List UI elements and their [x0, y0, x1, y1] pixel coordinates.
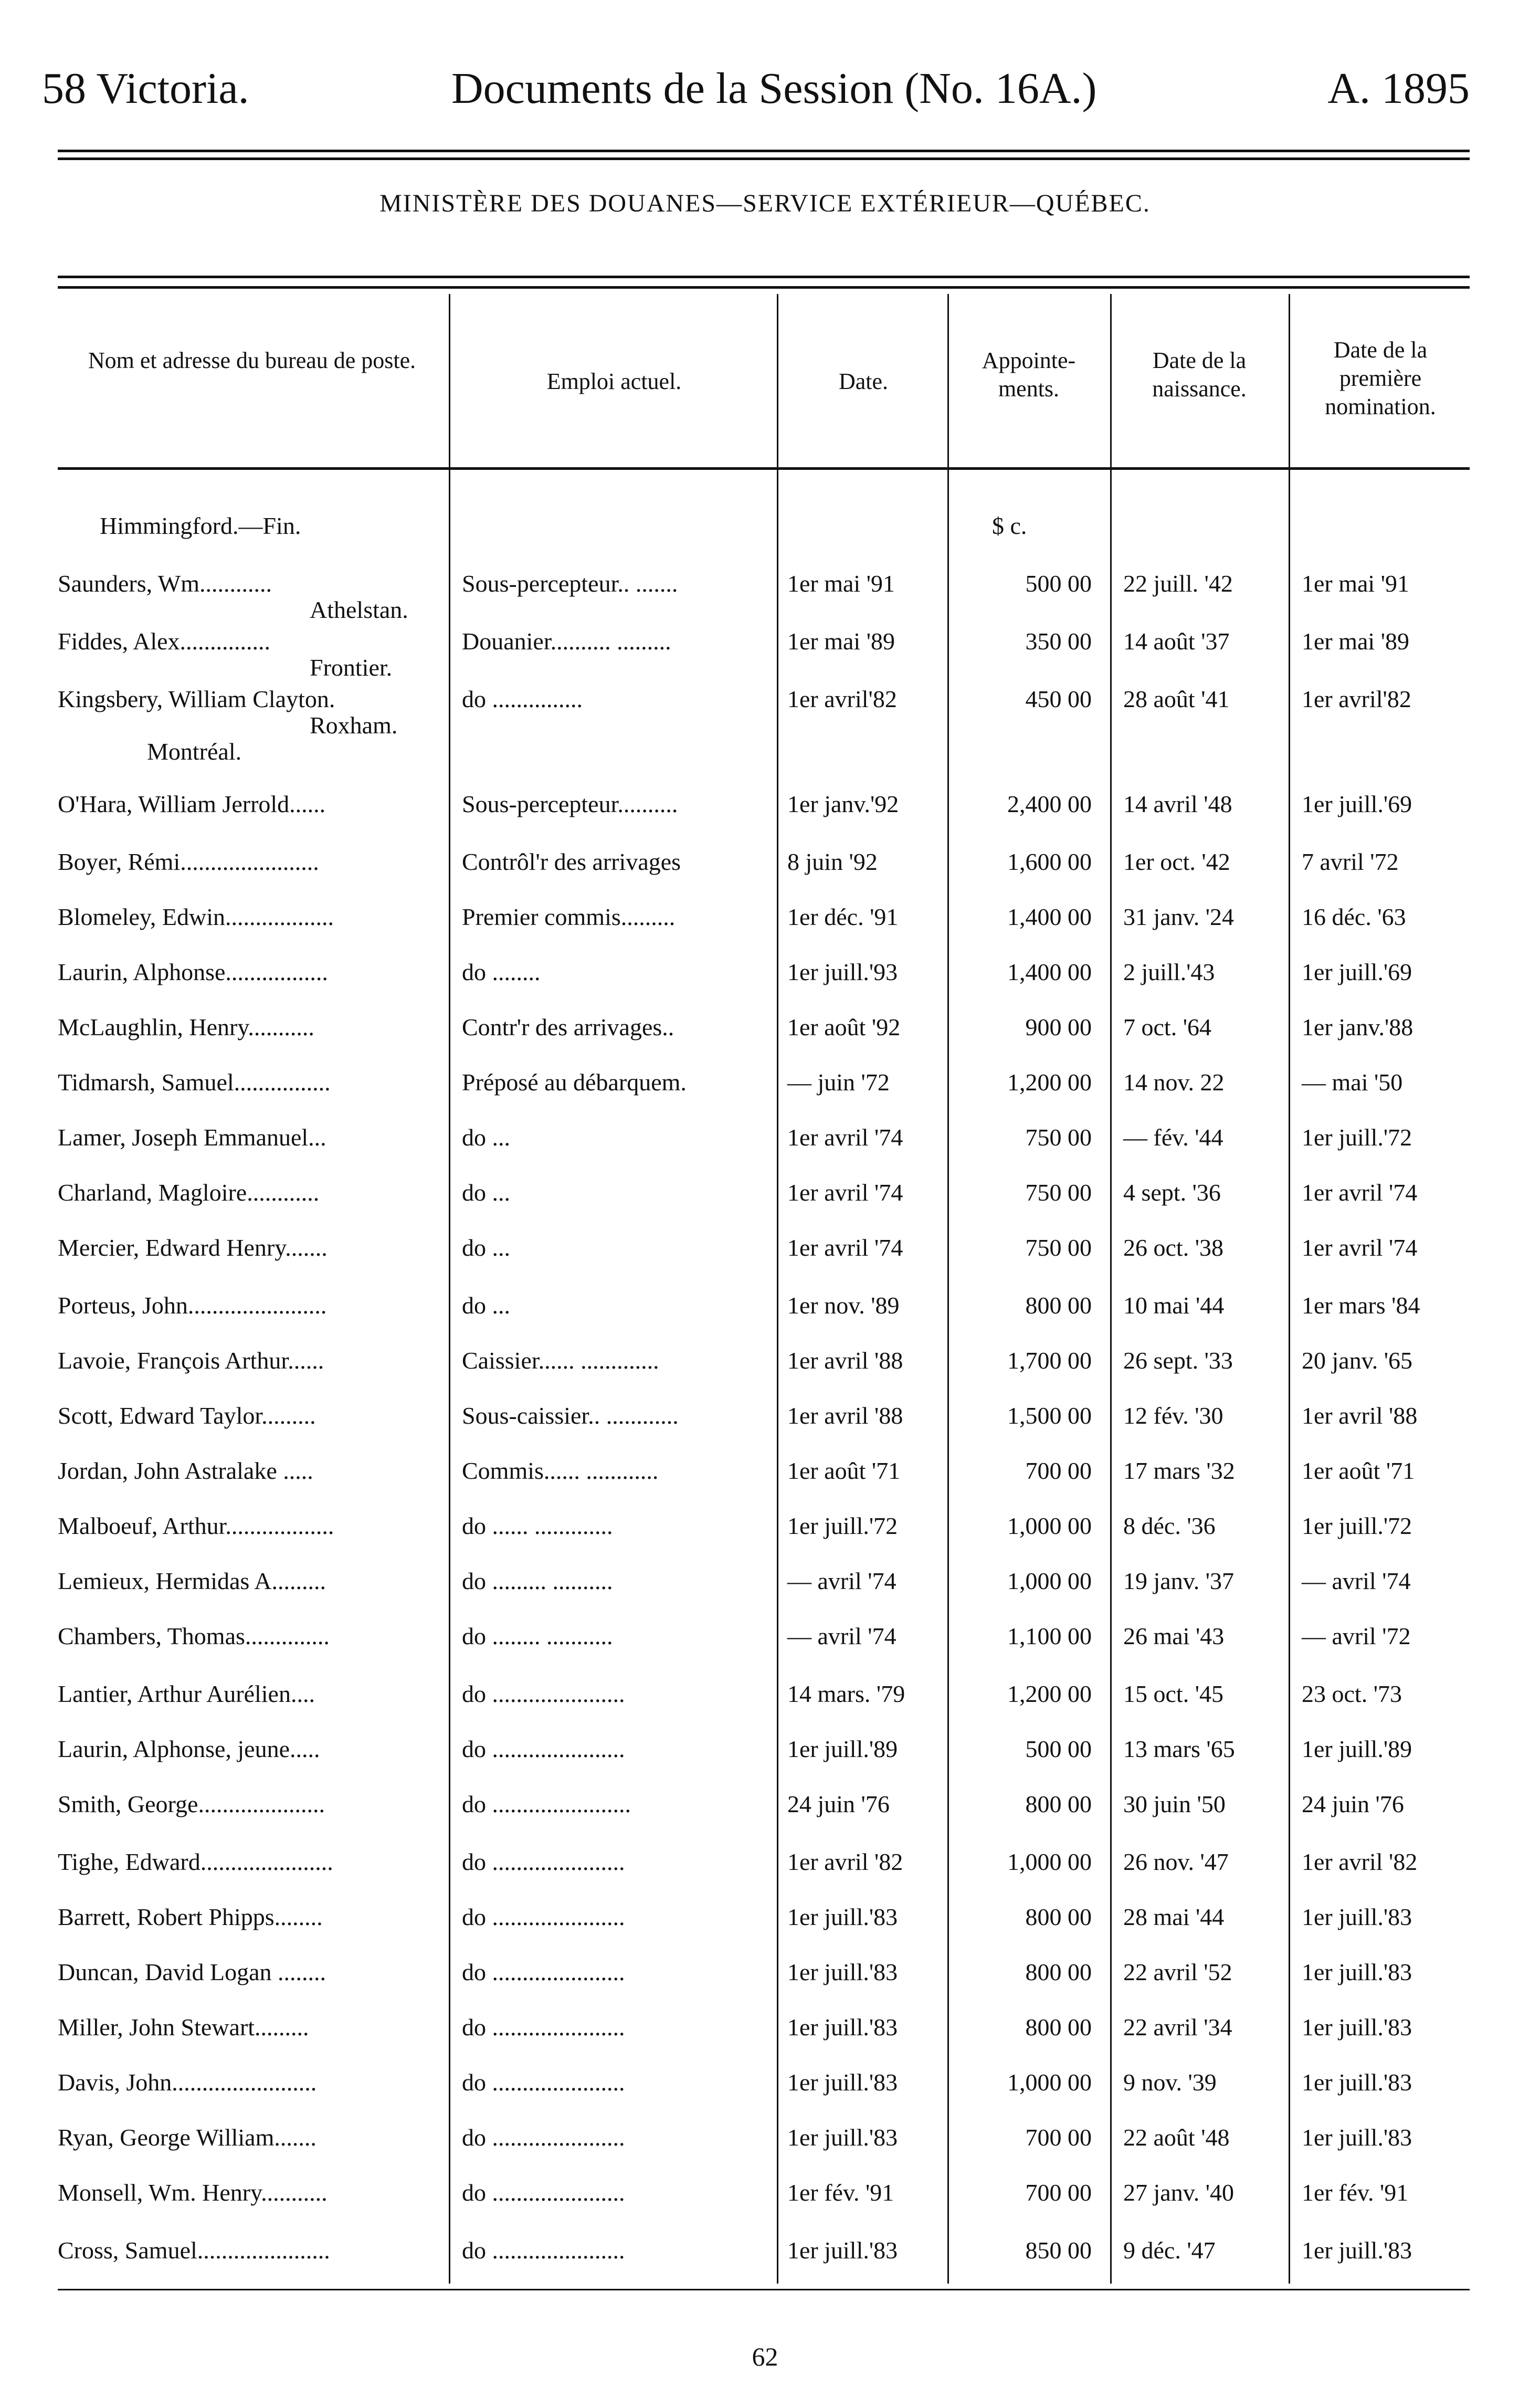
column-divider — [449, 294, 450, 2284]
column-header-emploi: Emploi actuel. — [546, 369, 682, 394]
employee-emploi: do ...................... — [462, 1959, 625, 1985]
column-divider — [1110, 294, 1112, 2284]
employee-appointements: 1,700 00 — [1007, 1347, 1092, 1374]
employee-date: 1er juill.'83 — [787, 2124, 898, 2151]
employee-emploi: Préposé au débarquem. — [462, 1069, 687, 1096]
employee-date: 1er juill.'83 — [787, 2237, 898, 2264]
employee-date: 1er juill.'93 — [787, 959, 898, 985]
employee-naissance: 1er oct. '42 — [1123, 848, 1230, 875]
employee-appointements: 800 00 — [1025, 1904, 1092, 1930]
employee-name: Monsell, Wm. Henry........... — [58, 2179, 328, 2206]
employee-naissance: 9 déc. '47 — [1123, 2237, 1216, 2264]
employee-nomination: 7 avril '72 — [1302, 848, 1399, 875]
employee-appointements: 850 00 — [1025, 2237, 1092, 2264]
employee-naissance: 26 mai '43 — [1123, 1623, 1225, 1649]
employee-naissance: 4 sept. '36 — [1123, 1179, 1221, 1206]
employee-emploi: do ... — [462, 1124, 510, 1151]
employee-nomination: — mai '50 — [1302, 1069, 1403, 1096]
table-rule-bottom — [58, 2289, 1470, 2290]
employee-appointements: 700 00 — [1025, 1457, 1092, 1484]
document-title: MINISTÈRE DES DOUANES—SERVICE EXTÉRIEUR—QUÉBEC. — [379, 190, 1151, 217]
employee-naissance: 27 janv. '40 — [1123, 2179, 1234, 2206]
employee-appointements: 800 00 — [1025, 1791, 1092, 1817]
employee-naissance: 13 mars '65 — [1123, 1736, 1235, 1762]
employee-date: 1er avril'82 — [787, 686, 897, 712]
employee-nomination: 16 déc. '63 — [1302, 903, 1406, 930]
table-rule-top-1 — [58, 276, 1470, 278]
employee-emploi: do ... — [462, 1179, 510, 1206]
employee-emploi: Contr'r des arrivages.. — [462, 1014, 674, 1040]
employee-name: Porteus, John....................... — [58, 1292, 327, 1319]
page-number: 62 — [752, 2342, 778, 2371]
employee-naissance: 22 août '48 — [1123, 2124, 1230, 2151]
employee-appointements: 750 00 — [1025, 1124, 1092, 1151]
employee-appointements: 350 00 — [1025, 628, 1092, 655]
employee-emploi: do ...................... — [462, 1904, 625, 1930]
employee-name: Duncan, David Logan ........ — [58, 1959, 326, 1985]
employee-nomination: 1er juill.'83 — [1302, 1904, 1412, 1930]
employee-nomination: 1er juill.'83 — [1302, 2014, 1412, 2041]
employee-name: Laurin, Alphonse................. — [58, 959, 328, 985]
employee-name: Laurin, Alphonse, jeune..... — [58, 1736, 320, 1762]
employee-appointements: 1,100 00 — [1007, 1623, 1092, 1649]
employee-emploi: do ...... ............. — [462, 1512, 613, 1539]
employee-naissance: 14 avril '48 — [1123, 791, 1232, 817]
employee-nomination: 23 oct. '73 — [1302, 1680, 1402, 1707]
employee-date: 1er août '92 — [787, 1014, 901, 1040]
employee-nomination: 1er mai '91 — [1302, 570, 1410, 597]
employee-appointements: 1,200 00 — [1007, 1069, 1092, 1096]
employee-name: Lemieux, Hermidas A......... — [58, 1568, 326, 1594]
employee-nomination: 1er janv.'88 — [1302, 1014, 1413, 1040]
employee-nomination: 20 janv. '65 — [1302, 1347, 1412, 1374]
employee-emploi: Douanier.......... ......... — [462, 628, 671, 655]
column-divider — [777, 294, 778, 2284]
employee-nomination: 1er juill.'89 — [1302, 1736, 1412, 1762]
header-right: A. 1895 — [1327, 64, 1470, 113]
employee-nomination: 1er juill.'69 — [1302, 791, 1412, 817]
employee-emploi: do ...................... — [462, 1848, 625, 1875]
employee-name: Mercier, Edward Henry....... — [58, 1234, 328, 1261]
employee-date: — juin '72 — [787, 1069, 890, 1096]
employee-name: Tighe, Edward...................... — [58, 1848, 333, 1875]
employee-emploi: Commis...... ............ — [462, 1457, 659, 1484]
employee-emploi: Contrôl'r des arrivages — [462, 848, 681, 875]
header-center: Documents de la Session (No. 16A.) — [451, 64, 1097, 113]
employee-name: Tidmarsh, Samuel................ — [58, 1069, 331, 1096]
employee-nomination: 24 juin '76 — [1302, 1791, 1404, 1817]
employee-name: Lamer, Joseph Emmanuel... — [58, 1124, 326, 1151]
employee-name: Chambers, Thomas.............. — [58, 1623, 330, 1649]
employee-naissance: 7 oct. '64 — [1123, 1014, 1211, 1040]
employee-naissance: 22 avril '34 — [1123, 2014, 1232, 2041]
employee-appointements: 1,600 00 — [1007, 848, 1092, 875]
employee-appointements: 1,400 00 — [1007, 959, 1092, 985]
employee-naissance: 9 nov. '39 — [1123, 2069, 1217, 2096]
employee-date: 1er janv.'92 — [787, 791, 899, 817]
employee-emploi: do ...................... — [462, 2014, 625, 2041]
employee-naissance: 19 janv. '37 — [1123, 1568, 1234, 1594]
employee-naissance: 28 mai '44 — [1123, 1904, 1225, 1930]
column-header-date: Date. — [838, 369, 889, 394]
employee-nomination: 1er avril'82 — [1302, 686, 1411, 712]
employee-naissance: 8 déc. '36 — [1123, 1512, 1216, 1539]
employee-name: Davis, John........................ — [58, 2069, 317, 2096]
employee-date: 1er mai '89 — [787, 628, 895, 655]
employee-appointements: 1,400 00 — [1007, 903, 1092, 930]
employee-date: 1er juill.'89 — [787, 1736, 898, 1762]
section-heading: Montréal. — [147, 738, 242, 765]
employee-emploi: do ....................... — [462, 1791, 631, 1817]
header-rule-bottom — [58, 157, 1470, 160]
employee-appointements: 500 00 — [1025, 570, 1092, 597]
employee-emploi: do ... — [462, 1292, 510, 1319]
employee-date: 1er avril '74 — [787, 1179, 903, 1206]
employee-nomination: 1er juill.'83 — [1302, 1959, 1412, 1985]
employee-emploi: do ...................... — [462, 2179, 625, 2206]
employee-nomination: 1er juill.'83 — [1302, 2124, 1412, 2151]
employee-name: Jordan, John Astralake ..... — [58, 1457, 313, 1484]
page-header — [42, 63, 1470, 121]
employee-date: — avril '74 — [787, 1623, 896, 1649]
employee-name: O'Hara, William Jerrold...... — [58, 791, 326, 817]
employee-nomination: 1er juill.'83 — [1302, 2237, 1412, 2264]
employee-date: 1er mai '91 — [787, 570, 895, 597]
employee-name: McLaughlin, Henry........... — [58, 1014, 314, 1040]
employee-naissance: 30 juin '50 — [1123, 1791, 1226, 1817]
employee-nomination: 1er août '71 — [1302, 1457, 1415, 1484]
employee-nomination: 1er juill.'83 — [1302, 2069, 1412, 2096]
employee-appointements: 1,200 00 — [1007, 1680, 1092, 1707]
employee-nomination: 1er juill.'69 — [1302, 959, 1412, 985]
employee-emploi: do ...................... — [462, 2124, 625, 2151]
employee-emploi: do ... — [462, 1234, 510, 1261]
employee-emploi: do ......... .......... — [462, 1568, 613, 1594]
employee-name: Lavoie, François Arthur...... — [58, 1347, 324, 1374]
employee-emploi: do ........ ........... — [462, 1623, 613, 1649]
employee-naissance: 22 avril '52 — [1123, 1959, 1232, 1985]
employee-name: Barrett, Robert Phipps........ — [58, 1904, 323, 1930]
employee-naissance: 22 juill. '42 — [1123, 570, 1233, 597]
employee-appointements: 700 00 — [1025, 2179, 1092, 2206]
employee-naissance: 26 nov. '47 — [1123, 1848, 1229, 1875]
employee-emploi: Premier commis......... — [462, 903, 676, 930]
employee-nomination: 1er mai '89 — [1302, 628, 1410, 655]
employee-appointements: 700 00 — [1025, 2124, 1092, 2151]
post-office-name: Roxham. — [310, 712, 398, 739]
employee-appointements: 800 00 — [1025, 2014, 1092, 2041]
employee-date: 1er avril '88 — [787, 1347, 903, 1374]
employee-appointements: 1,000 00 — [1007, 1568, 1092, 1594]
header-rule-top — [58, 150, 1470, 152]
employee-naissance: 26 sept. '33 — [1123, 1347, 1233, 1374]
employee-name: Boyer, Rémi....................... — [58, 848, 319, 875]
employee-nomination: 1er avril '74 — [1302, 1234, 1418, 1261]
employee-emploi: do ............... — [462, 686, 583, 712]
employee-emploi: do ........ — [462, 959, 541, 985]
employee-name: Fiddes, Alex............... — [58, 628, 271, 655]
employee-naissance: 26 oct. '38 — [1123, 1234, 1223, 1261]
employee-appointements: 1,000 00 — [1007, 1512, 1092, 1539]
employee-nomination: — avril '74 — [1302, 1568, 1411, 1594]
employee-date: 1er déc. '91 — [787, 903, 899, 930]
post-office-name: Frontier. — [310, 654, 393, 681]
employee-appointements: 2,400 00 — [1007, 791, 1092, 817]
column-header-naissance: Date de la naissance. — [1152, 348, 1247, 402]
employee-nomination: 1er mars '84 — [1302, 1292, 1420, 1319]
employee-name: Miller, John Stewart......... — [58, 2014, 309, 2041]
employee-name: Lantier, Arthur Aurélien.... — [58, 1680, 315, 1707]
employee-emploi: do ...................... — [462, 1736, 625, 1762]
employee-appointements: 1,000 00 — [1007, 2069, 1092, 2096]
employee-nomination: 1er fév. '91 — [1302, 2179, 1409, 2206]
employee-date: 24 juin '76 — [787, 1791, 890, 1817]
employee-naissance: 15 oct. '45 — [1123, 1680, 1223, 1707]
employee-nomination: — avril '72 — [1302, 1623, 1411, 1649]
column-header-appointements: Appointe- ments. — [982, 348, 1076, 402]
employee-date: 1er juill.'83 — [787, 1904, 898, 1930]
employee-emploi: do ...................... — [462, 2237, 625, 2264]
section-heading: Himmingford.—Fin. — [100, 512, 301, 539]
employee-naissance: 28 août '41 — [1123, 686, 1230, 712]
post-office-name: Athelstan. — [310, 596, 408, 623]
employee-emploi: do ...................... — [462, 2069, 625, 2096]
employee-appointements: 800 00 — [1025, 1959, 1092, 1985]
employee-naissance: 31 janv. '24 — [1123, 903, 1234, 930]
employee-date: 1er juill.'83 — [787, 2014, 898, 2041]
employee-naissance: 14 nov. 22 — [1123, 1069, 1225, 1096]
employee-name: Scott, Edward Taylor......... — [58, 1402, 316, 1429]
employee-emploi: Sous-percepteur.......... — [462, 791, 678, 817]
employee-nomination: 1er avril '74 — [1302, 1179, 1418, 1206]
employee-name: Malboeuf, Arthur.................. — [58, 1512, 334, 1539]
header-body-rule — [58, 467, 1470, 470]
employee-nomination: 1er avril '82 — [1302, 1848, 1418, 1875]
employee-date: 1er fév. '91 — [787, 2179, 894, 2206]
header-left: 58 Victoria. — [42, 64, 249, 113]
employee-name: Smith, George..................... — [58, 1791, 325, 1817]
employee-name: Blomeley, Edwin.................. — [58, 903, 334, 930]
employee-appointements: 1,000 00 — [1007, 1848, 1092, 1875]
employee-date: 1er juill.'83 — [787, 1959, 898, 1985]
employee-name: Saunders, Wm............ — [58, 570, 272, 597]
employee-emploi: Caissier...... ............. — [462, 1347, 659, 1374]
employee-appointements: 500 00 — [1025, 1736, 1092, 1762]
employee-naissance: 2 juill.'43 — [1123, 959, 1215, 985]
employee-nomination: 1er juill.'72 — [1302, 1512, 1412, 1539]
employee-naissance: 14 août '37 — [1123, 628, 1230, 655]
employee-name: Ryan, George William....... — [58, 2124, 316, 2151]
employee-naissance: 10 mai '44 — [1123, 1292, 1225, 1319]
employee-name: Cross, Samuel...................... — [58, 2237, 330, 2264]
employee-naissance: 17 mars '32 — [1123, 1457, 1235, 1484]
employee-nomination: 1er juill.'72 — [1302, 1124, 1412, 1151]
currency-heading: $ c. — [992, 512, 1027, 539]
employee-emploi: do ...................... — [462, 1680, 625, 1707]
column-divider — [1289, 294, 1290, 2284]
employee-name: Charland, Magloire............ — [58, 1179, 320, 1206]
employee-date: 1er avril '82 — [787, 1848, 903, 1875]
employee-date: — avril '74 — [787, 1568, 896, 1594]
employee-name: Kingsbery, William Clayton. — [58, 686, 335, 712]
employee-appointements: 750 00 — [1025, 1179, 1092, 1206]
employee-date: 1er avril '88 — [787, 1402, 903, 1429]
employee-appointements: 750 00 — [1025, 1234, 1092, 1261]
employee-appointements: 450 00 — [1025, 686, 1092, 712]
employee-appointements: 800 00 — [1025, 1292, 1092, 1319]
employee-emploi: Sous-caissier.. ............ — [462, 1402, 679, 1429]
employee-date: 1er avril '74 — [787, 1124, 903, 1151]
employee-appointements: 900 00 — [1025, 1014, 1092, 1040]
employee-date: 14 mars. '79 — [787, 1680, 905, 1707]
column-header-name: Nom et adresse du bureau de poste. — [88, 348, 416, 373]
employee-appointements: 1,500 00 — [1007, 1402, 1092, 1429]
table-rule-top-2 — [58, 286, 1470, 289]
employee-emploi: Sous-percepteur.. ....... — [462, 570, 678, 597]
employee-date: 1er nov. '89 — [787, 1292, 900, 1319]
employee-naissance: 12 fév. '30 — [1123, 1402, 1223, 1429]
employee-date: 1er avril '74 — [787, 1234, 903, 1261]
employee-naissance: — fév. '44 — [1123, 1124, 1223, 1151]
employee-nomination: 1er avril '88 — [1302, 1402, 1418, 1429]
column-header-nomination: Date de la première nomination. — [1325, 337, 1436, 419]
column-divider — [947, 294, 949, 2284]
employee-date: 1er juill.'72 — [787, 1512, 898, 1539]
employee-date: 1er août '71 — [787, 1457, 901, 1484]
employee-date: 1er juill.'83 — [787, 2069, 898, 2096]
employee-date: 8 juin '92 — [787, 848, 878, 875]
